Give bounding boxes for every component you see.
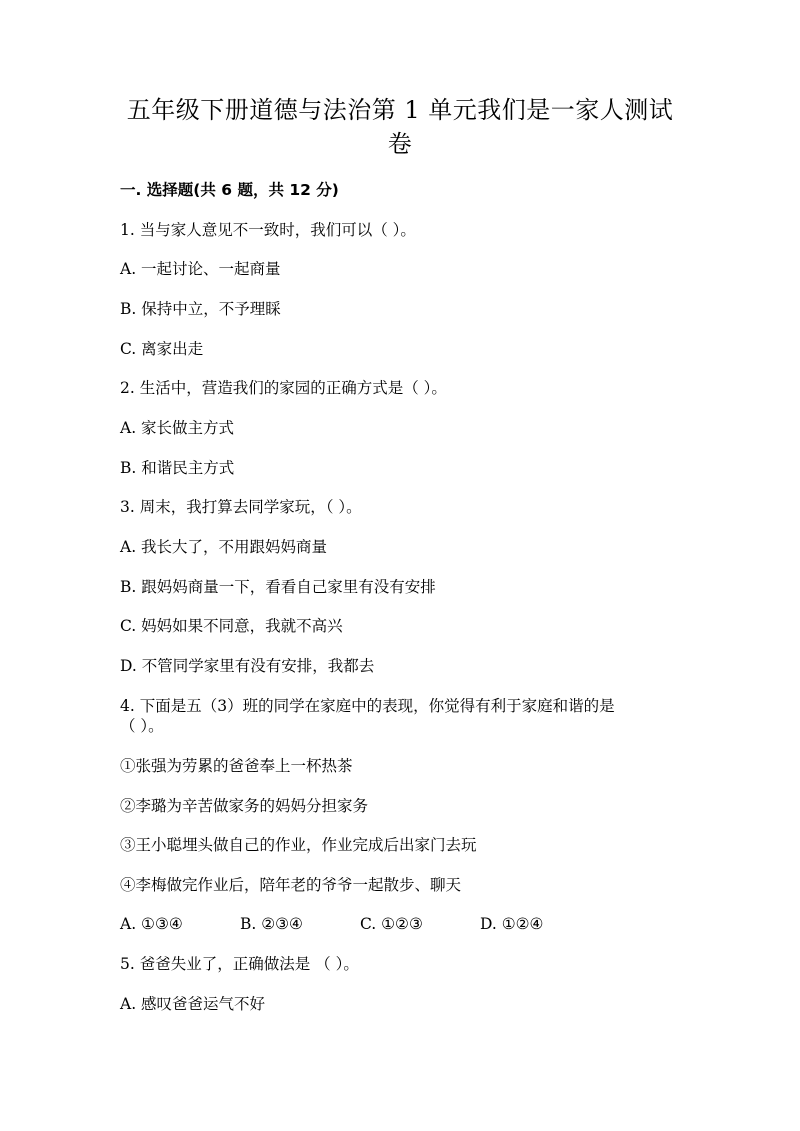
- question-3-stem: 3. 周末，我打算去同学家玩，（ ）。: [120, 498, 362, 516]
- question-2-stem: 2. 生活中，营造我们的家园的正确方式是（ ）。: [120, 379, 447, 397]
- question-1-stem: 1. 当与家人意见不一致时，我们可以（ ）。: [120, 221, 416, 239]
- question-4-item-4: ④李梅做完作业后，陪年老的爷爷一起散步、聊天: [120, 876, 462, 894]
- question-3-option-b: B. 跟妈妈商量一下，看看自己家里有没有安排: [120, 578, 436, 596]
- question-4-stem-line-2: （ ）。: [120, 717, 164, 735]
- question-4-item-1: ①张强为劳累的爸爸奉上一杯热茶: [120, 757, 353, 775]
- section-heading: 一. 选择题(共 6 题，共 12 分): [120, 181, 339, 199]
- question-4-option-c: C. ①②③: [360, 915, 423, 933]
- question-5-stem: 5. 爸爸失业了，正确做法是 （ ）。: [120, 955, 359, 973]
- question-1-option-c: C. 离家出走: [120, 340, 204, 358]
- question-4-option-b: B. ②③④: [240, 915, 303, 933]
- question-4-stem-line-1: 4. 下面是五（3）班的同学在家庭中的表现，你觉得有利于家庭和谐的是: [120, 697, 615, 715]
- question-2-option-b: B. 和谐民主方式: [120, 459, 235, 477]
- question-4-option-d: D. ①②④: [480, 915, 544, 933]
- exam-title-line-2: 卷: [387, 130, 413, 158]
- exam-title-line-1: 五年级下册道德与法治第 1 单元我们是一家人测试: [126, 96, 674, 124]
- question-2-option-a: A. 家长做主方式: [120, 419, 235, 437]
- question-3-option-c: C. 妈妈如果不同意，我就不高兴: [120, 617, 343, 635]
- question-4-item-3: ③王小聪埋头做自己的作业，作业完成后出家门去玩: [120, 836, 477, 854]
- question-4-item-2: ②李璐为辛苦做家务的妈妈分担家务: [120, 797, 369, 815]
- question-3-option-a: A. 我长大了，不用跟妈妈商量: [120, 538, 328, 556]
- question-1-option-a: A. 一起讨论、一起商量: [120, 260, 281, 278]
- question-4-option-a: A. ①③④: [120, 915, 183, 933]
- question-1-option-b: B. 保持中立，不予理睬: [120, 300, 281, 318]
- question-5-option-a: A. 感叹爸爸运气不好: [120, 995, 266, 1013]
- question-3-option-d: D. 不管同学家里有没有安排，我都去: [120, 657, 375, 675]
